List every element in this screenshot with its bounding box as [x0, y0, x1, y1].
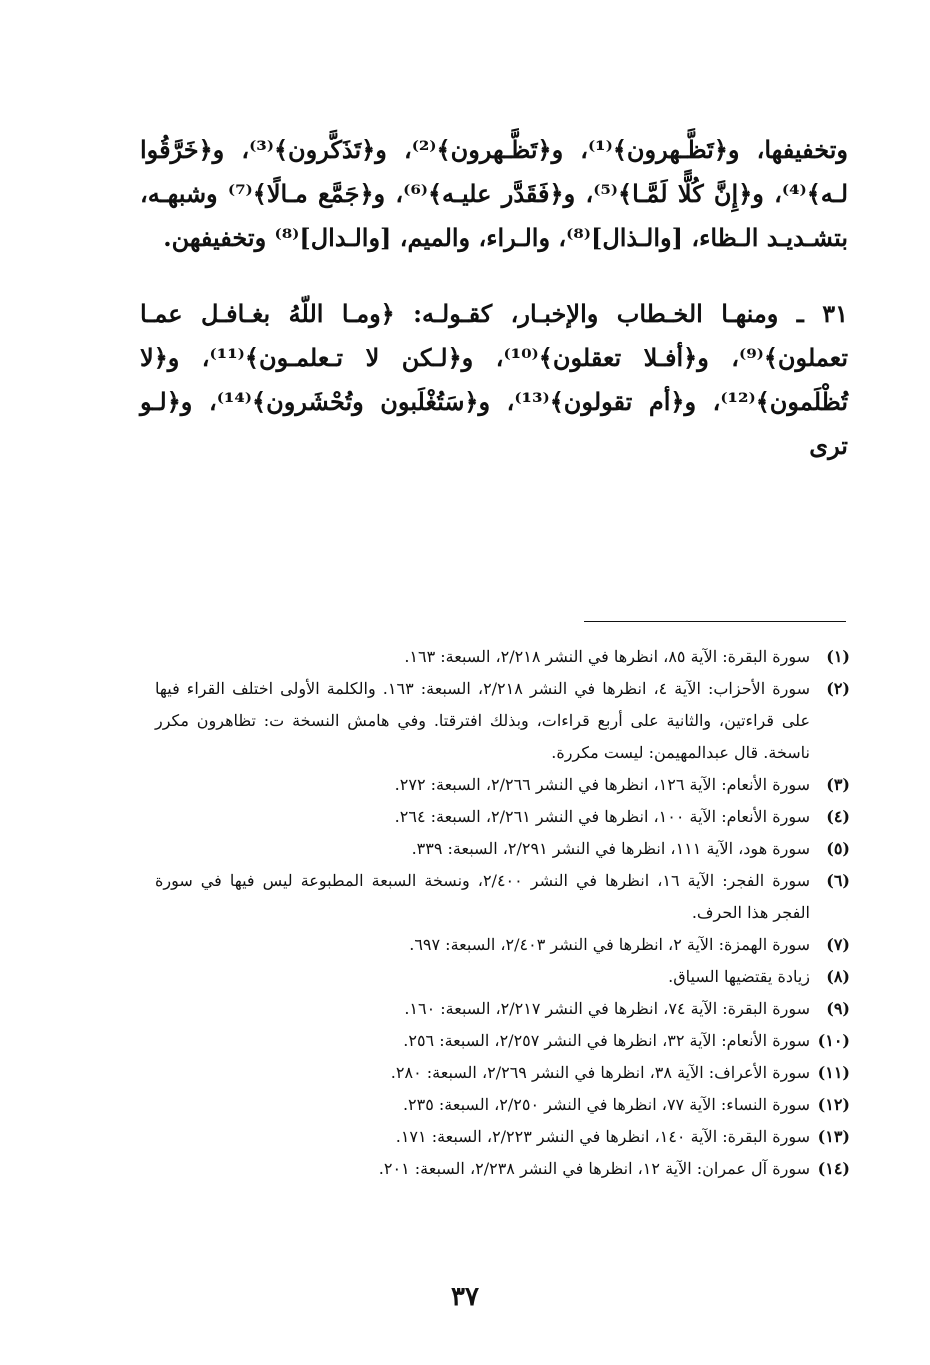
footnote-text: سورة هود، الآية ١١١، انظرها في النشر ٢/٢٩١، السبعة: ٣٣٩.: [411, 839, 810, 858]
footnote-text: سورة البقرة: الآية ٧٤، انظرها في النشر ٢/٢١٧، السبعة: ١٦٠.: [404, 999, 810, 1018]
footnote-11: [155, 1057, 850, 1089]
footnote-5: [155, 833, 850, 865]
footnote-4: [155, 801, 850, 833]
footnote-number: (٣): [826, 775, 850, 794]
footnote-1: [155, 641, 850, 673]
footnote-number: (١٤): [817, 1159, 850, 1178]
footnote-number: (١١): [817, 1063, 850, 1082]
footnote-text: سورة الفجر: الآية ١٦، انظرها في النشر ٢/٤٠٠، ونسخة السبعة المطبوعة ليس فيها في سورة الفجر هذا الحرف.: [155, 871, 811, 922]
footnote-number: (٨): [826, 967, 850, 986]
footnote-8: [155, 961, 850, 993]
footnote-7: [155, 929, 850, 961]
footnote-text: سورة الأنعام: الآية ١٠٠، انظرها في النشر ٢/٢٦١، السبعة: ٢٦٤.: [394, 807, 810, 826]
footnote-10: [155, 1025, 850, 1057]
footnote-number: (١٠): [817, 1031, 850, 1050]
footnote-14: [155, 1153, 850, 1185]
footnote-9: [155, 993, 850, 1025]
footnote-number: (٦): [826, 871, 850, 890]
footnote-13: [155, 1121, 850, 1153]
footnote-number: (١٢): [817, 1095, 850, 1114]
footnote-12: [155, 1089, 850, 1121]
footnote-text: سورة آل عمران: الآية ١٢، انظرها في النشر ٢/٢٣٨، السبعة: ٢٠١.: [378, 1159, 810, 1178]
footnote-text: سورة الأنعام: الآية ١٢٦، انظرها في النشر ٢/٢٦٦، السبعة: ٢٧٢.: [394, 775, 810, 794]
footnote-text: سورة البقرة: الآية ٨٥، انظرها في النشر ٢/٢١٨، السبعة: ١٦٣.: [404, 647, 810, 666]
footnote-number: (٩): [826, 999, 850, 1018]
footnote-text: سورة الأحزاب: الآية ٤، انظرها في النشر ٢/٢١٨، السبعة: ١٦٣. والكلمة الأولى اختلف القراء فيها على قراءتين، والثانية على أربع قراءات، وبذلك افترقتا. وفي هامش النسخة ت: تظاهرون مكرر ناسخة. قال عبدالمهيمن: ليست مكررة.: [155, 679, 810, 762]
footnote-3: [155, 769, 850, 801]
footnote-separator: [584, 621, 846, 622]
footnote-2: [155, 673, 850, 769]
footnote-number: (١): [826, 647, 850, 666]
paragraph-31: ٣١ ـ ومنهـا الخـطاب والإخبـار، كقـولـه: ﴿ومـا اللّهُ بغـافـل عمـا تعملون﴾⁽⁹⁾، و﴿أفـلا تعقلون﴾⁽¹⁰⁾، و﴿لـكن لا تـعلمـون﴾⁽¹¹⁾، و﴿لا تُظْلَمون﴾⁽¹²⁾، و﴿أم تقولون﴾⁽¹³⁾، و﴿سَتُغْلَبون وتُحْشَرون﴾⁽¹⁴⁾، و﴿لـو ترى: [140, 299, 849, 460]
footnotes-list: [155, 641, 850, 1185]
footnote-number: (٢): [826, 679, 850, 698]
footnote-text: سورة الأعراف: الآية ٣٨، انظرها في النشر ٢/٢٦٩، السبعة: ٢٨٠.: [390, 1063, 810, 1082]
footnote-text: زيادة يقتضيها السياق.: [668, 967, 810, 986]
footnote-number: (٥): [826, 839, 850, 858]
footnote-text: سورة الأنعام: الآية ٣٢، انظرها في النشر ٢/٢٥٧، السبعة: ٢٥٦.: [403, 1031, 810, 1050]
footnote-6: [155, 865, 850, 929]
footnote-text: سورة النساء: الآية ٧٧، انظرها في النشر ٢/٢٥٠، السبعة: ٢٣٥.: [402, 1095, 810, 1114]
footnote-number: (٤): [826, 807, 850, 826]
footnote-text: سورة الهمزة: الآية ٢، انظرها في النشر ٢/٤٠٣، السبعة: ٦٩٧.: [409, 935, 810, 954]
paragraph-readings-continued: وتخفيفها، و﴿تَظَّـهرون﴾⁽¹⁾، و﴿تَظَّـهرون﴾⁽²⁾، و﴿تَذَكَّرون﴾⁽³⁾، و﴿خَرَّقُوا لـه﴾⁽⁴⁾، و﴿إِنَّ كُلًّا لَمَّـا﴾⁽⁵⁾، و﴿فَقَدَّر عليـه﴾⁽⁶⁾، و﴿جَمَّع مـالًا﴾⁽⁷⁾ وشبهـه، بتشـديـد الـظاء، [والـذال]⁽⁸⁾، والـراء، والميم، [والـدال]⁽⁸⁾ وتخفيفهن.: [140, 135, 848, 252]
footnote-number: (١٣): [817, 1127, 850, 1146]
main-text: [140, 128, 848, 468]
footnote-number: (٧): [826, 935, 850, 954]
footnote-text: سورة البقرة: الآية ١٤٠، انظرها في النشر ٢/٢٢٣، السبعة: ١٧١.: [395, 1127, 810, 1146]
page-number: ٣٧: [451, 1282, 479, 1312]
